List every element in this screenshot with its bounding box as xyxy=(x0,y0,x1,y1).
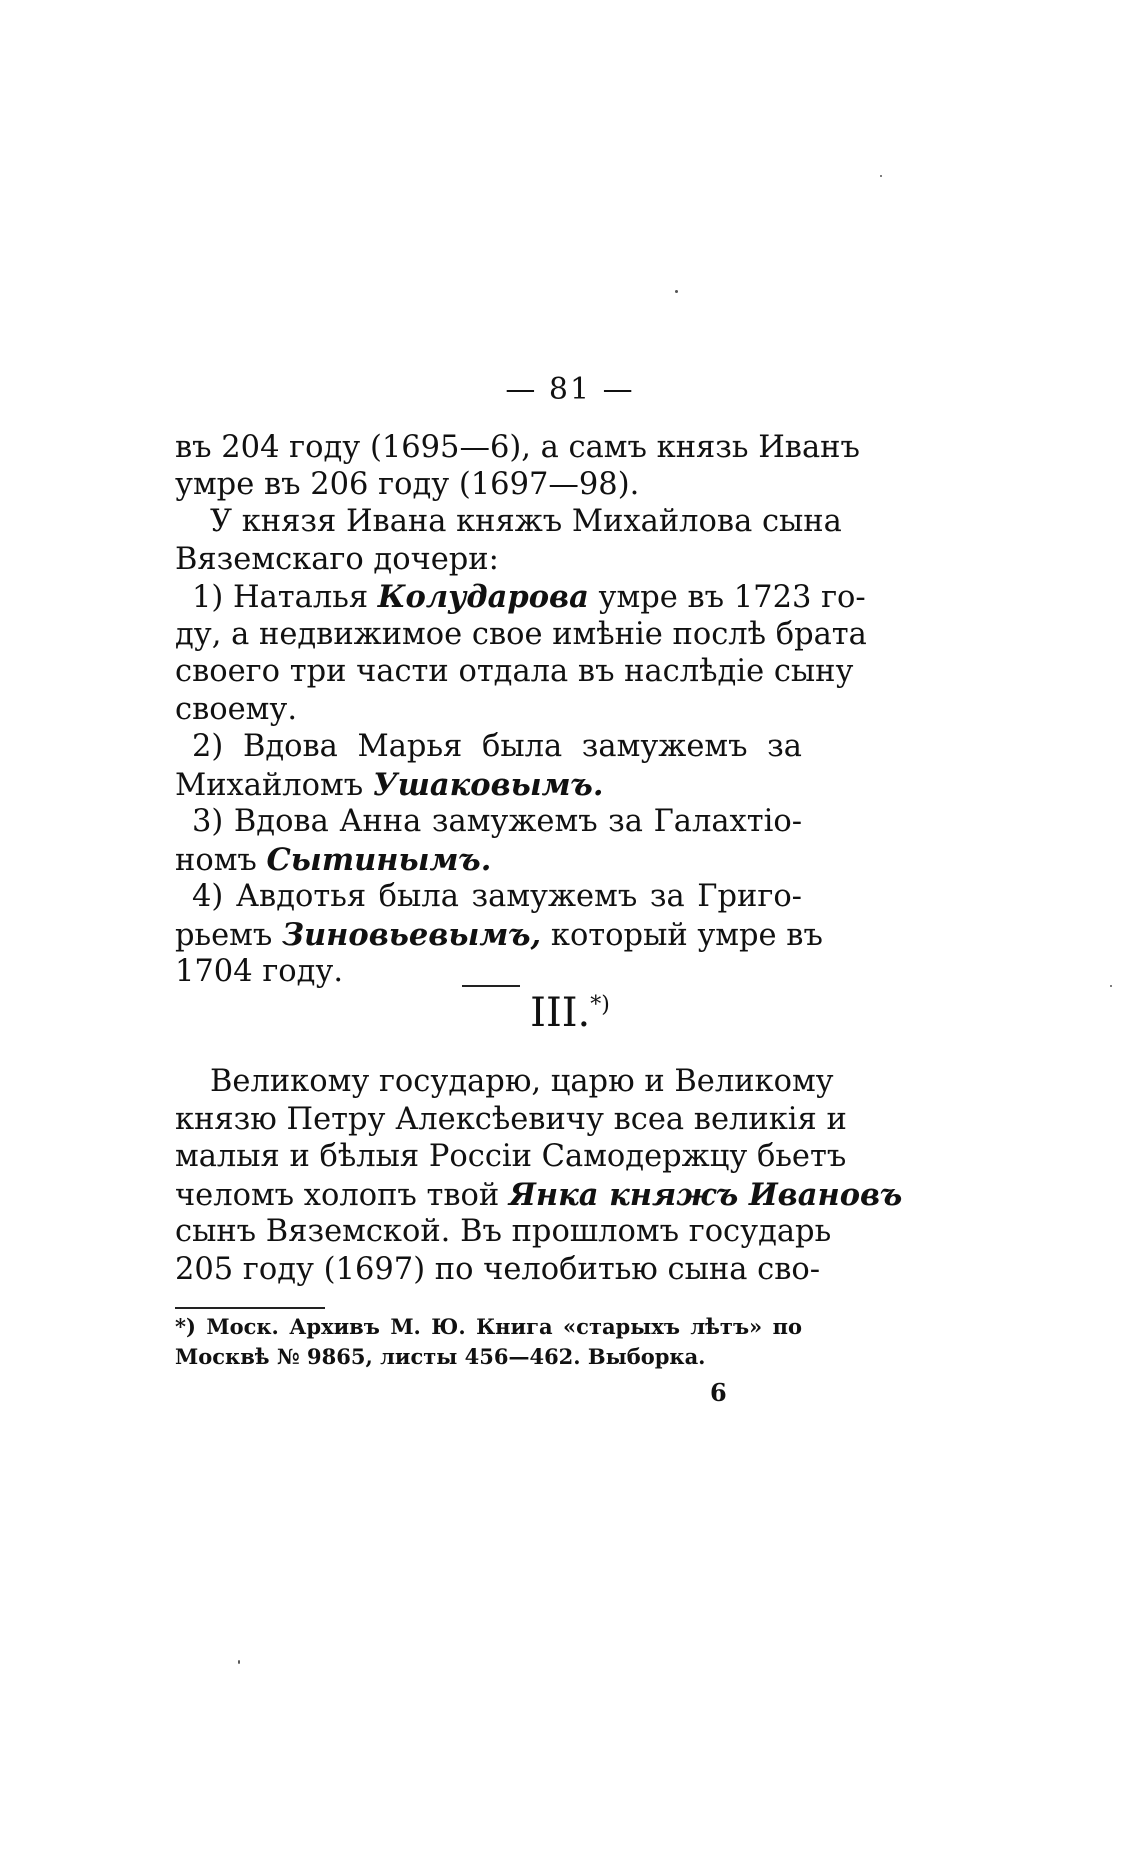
name-italic: Янка княжъ Ивановъ xyxy=(508,1177,903,1213)
section-numeral: III. xyxy=(530,990,591,1036)
text-fragment: челомъ холопъ твой xyxy=(175,1178,509,1213)
page-number: — 81 — xyxy=(505,372,635,407)
text-line-4: Вяземскаго дочери: xyxy=(175,542,499,577)
text-line-14 xyxy=(175,916,823,954)
text-fragment: который умре въ xyxy=(541,918,823,953)
text-line-1: въ 204 году (1695—6), а самъ князь Иванъ xyxy=(175,430,860,465)
footnote-line-1: *) Моск. Архивъ М. Ю. Книга «старыхъ лѣтъ» по xyxy=(175,1314,802,1339)
text-line-9: 2) Вдова Марья была замужемъ за xyxy=(192,729,802,764)
paper-speck xyxy=(880,175,882,177)
signature-mark: 6 xyxy=(710,1378,727,1407)
text-line-8: своему. xyxy=(175,692,298,727)
text-line-10 xyxy=(175,766,802,804)
text-line-12 xyxy=(175,841,802,879)
section-heading xyxy=(0,990,1140,1036)
body-line-6: 205 году (1697) по челобитью сына сво- xyxy=(175,1252,821,1287)
text-fragment: номъ xyxy=(175,843,267,878)
text-line-6: ду, а недвижимое свое имѣніе послѣ брата xyxy=(175,617,867,652)
body-line-4 xyxy=(175,1176,903,1214)
section-divider xyxy=(462,985,520,987)
footnote-rule xyxy=(175,1307,325,1309)
text-line-15: 1704 году. xyxy=(175,954,344,989)
surname-italic: Зиновьевымъ, xyxy=(282,917,542,953)
surname-italic: Ушаковымъ. xyxy=(372,767,604,803)
text-line-7: своего три части отдала въ наслѣдіе сыну xyxy=(175,654,854,689)
text-line-13: 4) Авдотья была замужемъ за Григо- xyxy=(192,879,802,914)
text-fragment: рьемъ xyxy=(175,918,283,953)
paper-speck xyxy=(1110,985,1112,987)
text-fragment: Михайломъ xyxy=(175,768,373,803)
body-line-1: Великому государю, царю и Великому xyxy=(210,1064,834,1099)
text-line-2: умре въ 206 году (1697—98). xyxy=(175,467,640,502)
surname-italic: Сытинымъ. xyxy=(266,842,492,878)
paper-speck xyxy=(675,290,678,293)
body-line-3: малыя и бѣлыя Россіи Самодержцу бьетъ xyxy=(175,1139,847,1174)
footnote-line-2: Москвѣ № 9865, листы 456—462. Выборка. xyxy=(175,1344,706,1369)
text-fragment: умре въ 1723 го- xyxy=(588,580,866,615)
text-line-3: У князя Ивана княжъ Михайлова сына xyxy=(210,504,842,539)
footnote-mark: *) xyxy=(590,992,610,1018)
body-line-2: князю Петру Алексѣевичу всеа великія и xyxy=(175,1102,847,1137)
body-line-5: сынъ Вяземской. Въ прошломъ государь xyxy=(175,1214,832,1249)
surname-italic: Колударова xyxy=(377,579,589,615)
text-line-5 xyxy=(192,578,866,616)
text-line-11: 3) Вдова Анна замужемъ за Галахтіо- xyxy=(192,804,802,839)
text-fragment: 1) Наталья xyxy=(192,580,378,615)
paper-speck xyxy=(238,1660,240,1664)
